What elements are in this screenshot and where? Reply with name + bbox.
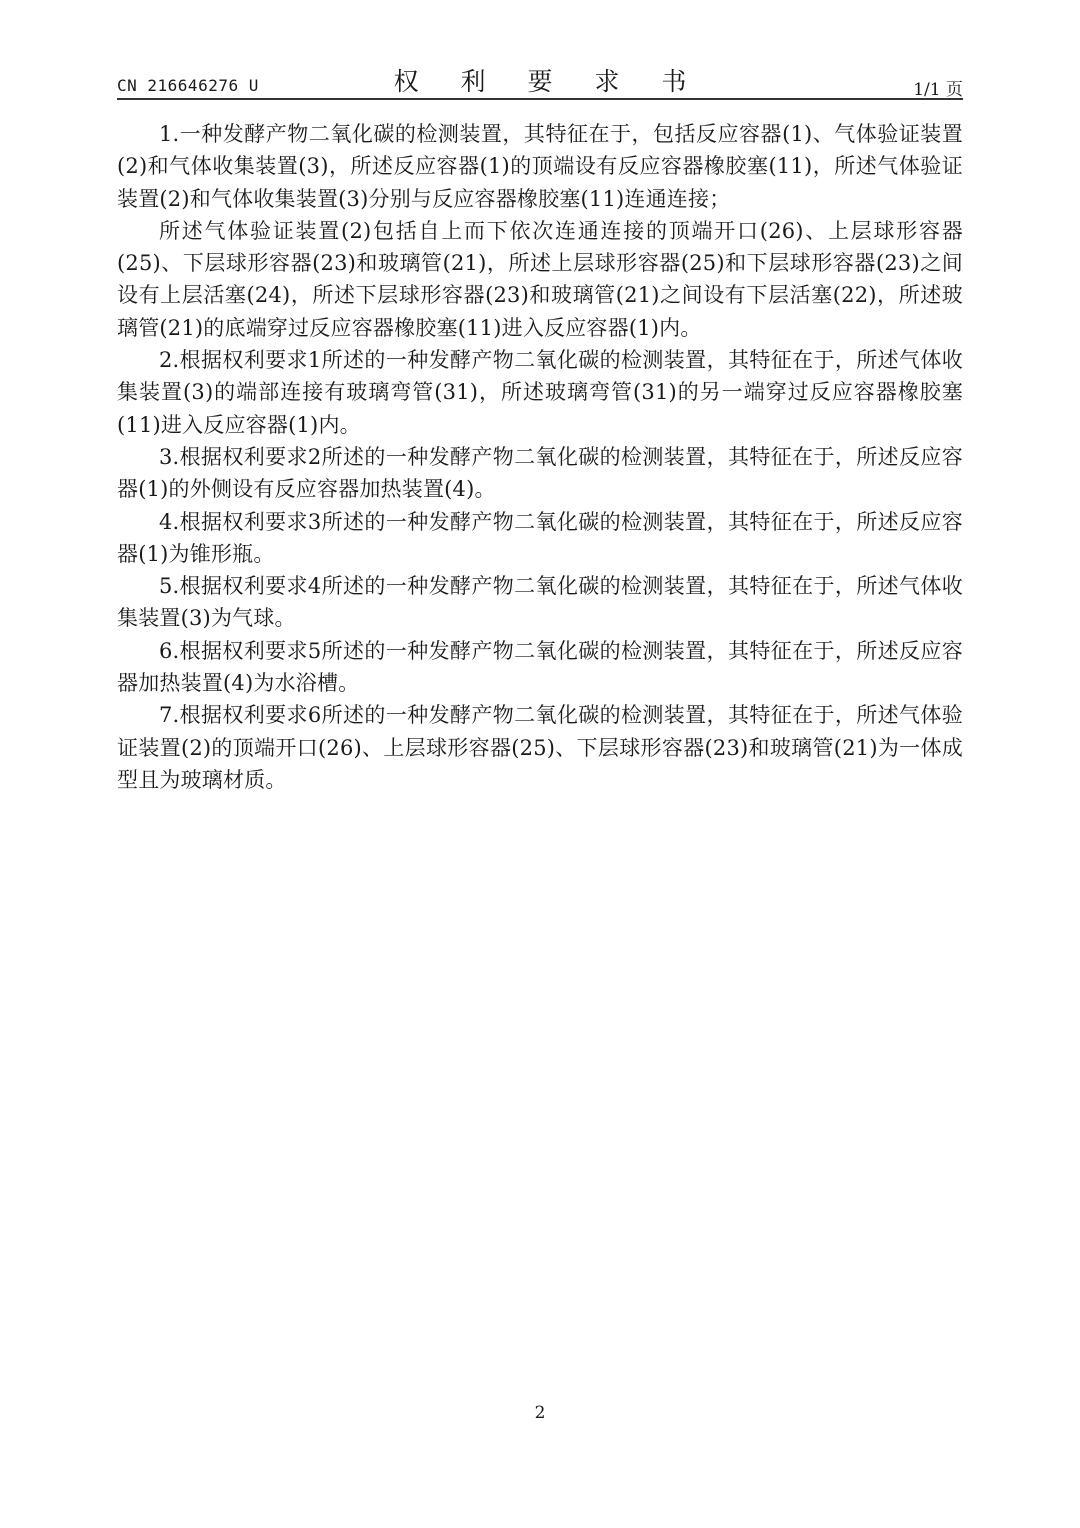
claim-1-paragraph: 1.一种发酵产物二氧化碳的检测装置，其特征在于，包括反应容器(1)、气体验证装置(2)和气体收集装置(3)，所述反应容器(1)的顶端设有反应容器橡胶塞(11)，所述气体验证装置(2)和气体收集装置(3)分别与反应容器橡胶塞(11)连通连接； <box>117 122 963 211</box>
claims-body <box>117 118 963 796</box>
claim-5-paragraph: 5.根据权利要求4所述的一种发酵产物二氧化碳的检测装置，其特征在于，所述气体收集装置(3)为气球。 <box>117 574 963 631</box>
claim-6-paragraph: 6.根据权利要求5所述的一种发酵产物二氧化碳的检测装置，其特征在于，所述反应容器加热装置(4)为水浴槽。 <box>117 638 963 696</box>
page-header <box>117 62 963 100</box>
claim-3-paragraph: 3.根据权利要求2所述的一种发酵产物二氧化碳的检测装置，其特征在于，所述反应容器(1)的外侧设有反应容器加热装置(4)。 <box>117 444 963 502</box>
claim-2-paragraph: 2.根据权利要求1所述的一种发酵产物二氧化碳的检测装置，其特征在于，所述气体收集装置(3)的端部连接有玻璃弯管(31)，所述玻璃弯管(31)的另一端穿过反应容器橡胶塞(11)进入反应容器(1)内。 <box>117 348 963 437</box>
page-number: 2 <box>534 1403 546 1423</box>
claim-1-continuation-paragraph: 所述气体验证装置(2)包括自上而下依次连通连接的顶端开口(26)、上层球形容器(25)、下层球形容器(23)和玻璃管(21)，所述上层球形容器(25)和下层球形容器(23)之间设有上层活塞(24)，所述下层球形容器(23)和玻璃管(21)之间设有下层活塞(22)，所述玻璃管(21)的底端穿过反应容器橡胶塞(11)进入反应容器(1)内。 <box>117 218 963 340</box>
publication-number: CN 216646276 U <box>117 76 259 95</box>
claim-4-paragraph: 4.根据权利要求3所述的一种发酵产物二氧化碳的检测装置，其特征在于，所述反应容器(1)为锥形瓶。 <box>117 509 963 566</box>
page-indicator: 1/1 页 <box>913 80 963 100</box>
header-divider <box>117 98 963 100</box>
claim-7-paragraph: 7.根据权利要求6所述的一种发酵产物二氧化碳的检测装置，其特征在于，所述气体验证装置(2)的顶端开口(26)、上层球形容器(25)、下层球形容器(23)和玻璃管(21)为一体成型且为玻璃材质。 <box>117 703 963 792</box>
document-title: 权 利 要 求 书 <box>393 67 704 96</box>
